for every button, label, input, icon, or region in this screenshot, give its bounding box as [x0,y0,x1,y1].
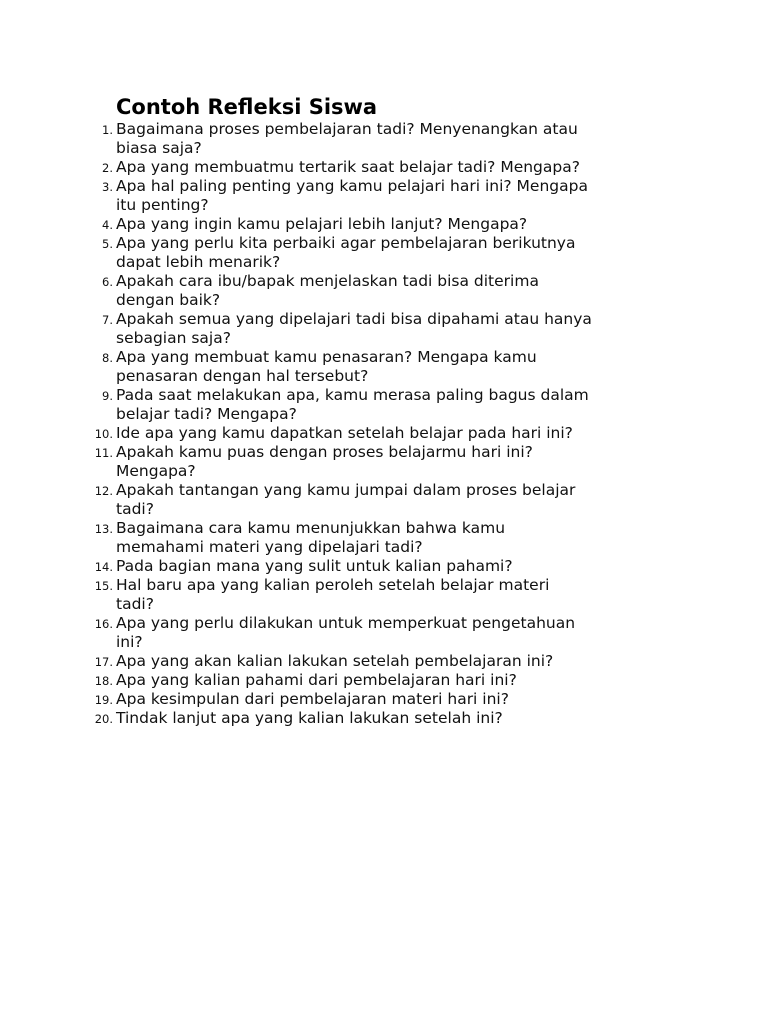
question-text-line: sebagian saja? [116,329,231,347]
question-text-line: Apakah kamu puas dengan proses belajarmu hari ini? [116,443,533,461]
question-number: 20. [94,712,113,726]
question-text-line: Apakah cara ibu/bapak menjelaskan tadi bisa diterima [116,272,539,290]
question-number: 17. [94,655,113,669]
question-number: 8. [102,351,113,365]
question-number: 5. [102,237,113,251]
question-text-line: belajar tadi? Mengapa? [116,405,297,423]
question-text-line: ini? [116,633,143,651]
question-number: 16. [94,617,113,631]
question-item [0,158,656,177]
question-item [0,690,656,709]
question-text-line: Apa yang ingin kamu pelajari lebih lanjut? Mengapa? [116,215,528,233]
question-number: 14. [94,560,113,574]
question-text-line: Apakah tantangan yang kamu jumpai dalam proses belajar [116,481,576,499]
question-number: 19. [94,693,113,707]
question-number: 18. [94,674,113,688]
question-text-line: Tindak lanjut apa yang kalian lakukan setelah ini? [116,709,503,727]
question-item [0,709,656,728]
question-number: 3. [102,180,113,194]
question-text-line: Ide apa yang kamu dapatkan setelah belajar pada hari ini? [116,424,573,442]
question-text-line: Mengapa? [116,462,196,480]
question-text-line: Apa yang membuat kamu penasaran? Mengapa kamu [116,348,537,366]
question-number: 12. [94,484,113,498]
question-text-line: tadi? [116,500,154,518]
question-number: 11. [94,446,113,460]
question-item [0,671,656,690]
question-number: 9. [102,389,113,403]
question-text-line: Apa hal paling penting yang kamu pelajari hari ini? Mengapa [116,177,588,195]
question-item [0,443,656,481]
question-item [0,177,656,215]
question-item [0,481,656,519]
question-text-line: Apa yang kalian pahami dari pembelajaran hari ini? [116,671,517,689]
question-item [0,234,656,272]
question-text-line: memahami materi yang dipelajari tadi? [116,538,423,556]
question-number: 7. [102,313,113,327]
question-item [0,386,656,424]
question-text-line: itu penting? [116,196,209,214]
question-text-line: penasaran dengan hal tersebut? [116,367,369,385]
question-text-line: Apa kesimpulan dari pembelajaran materi hari ini? [116,690,509,708]
question-item [0,272,656,310]
question-item [0,519,656,557]
question-text-line: Apa yang akan kalian lakukan setelah pembelajaran ini? [116,652,554,670]
question-number: 15. [94,579,113,593]
question-text-line: dapat lebih menarik? [116,253,281,271]
question-list [0,120,768,728]
question-text-line: Apakah semua yang dipelajari tadi bisa dipahami atau hanya [116,310,592,328]
question-item [0,652,656,671]
question-item [0,348,656,386]
question-number: 13. [94,522,113,536]
question-item [0,576,656,614]
question-item [0,557,656,576]
question-item [0,614,656,652]
question-item [0,120,656,158]
question-number: 4. [102,218,113,232]
question-item [0,424,656,443]
question-number: 2. [102,161,113,175]
question-text-line: Pada saat melakukan apa, kamu merasa paling bagus dalam [116,386,589,404]
question-item [0,215,656,234]
question-number: 10. [94,427,113,441]
question-number: 1. [102,123,113,137]
question-text-line: Hal baru apa yang kalian peroleh setelah belajar materi [116,576,550,594]
question-text-line: biasa saja? [116,139,202,157]
question-text-line: Bagaimana proses pembelajaran tadi? Menyenangkan atau [116,120,578,138]
question-text-line: Apa yang perlu kita perbaiki agar pembelajaran berikutnya [116,234,576,252]
question-text-line: Pada bagian mana yang sulit untuk kalian pahami? [116,557,513,575]
document-title: Contoh Refleksi Siswa [116,95,378,119]
question-text-line: Bagaimana cara kamu menunjukkan bahwa kamu [116,519,506,537]
question-item [0,310,656,348]
question-number: 6. [102,275,113,289]
question-text-line: Apa yang perlu dilakukan untuk memperkuat pengetahuan [116,614,576,632]
question-text-line: Apa yang membuatmu tertarik saat belajar tadi? Mengapa? [116,158,580,176]
question-text-line: tadi? [116,595,154,613]
question-text-line: dengan baik? [116,291,221,309]
